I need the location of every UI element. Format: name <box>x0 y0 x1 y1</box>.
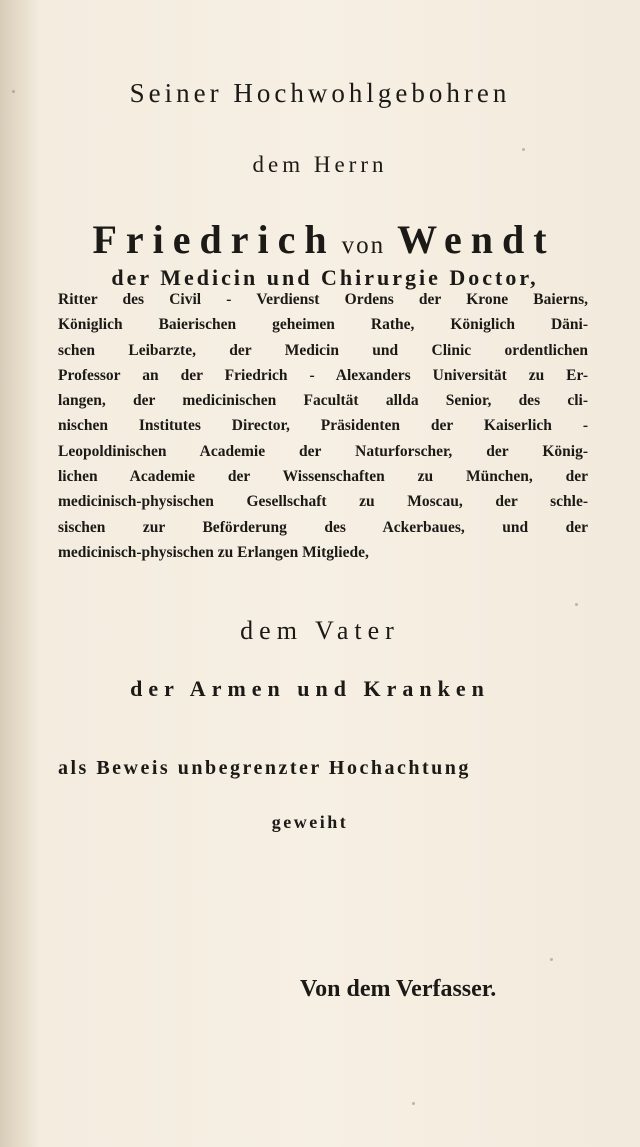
paper-speck <box>522 148 525 151</box>
titles-line: nischen Institutes Director, Präsidenten der Kaiserlich - <box>58 417 588 435</box>
herrn-line: dem Herrn <box>252 152 388 177</box>
degree-line: der Medicin und Chirurgie Doctor, <box>111 265 539 290</box>
titles-line: medicinisch-physischen zu Erlangen Mitgliede, <box>58 543 369 561</box>
titles-line: sischen zur Beförderung des Ackerbaues, und der <box>58 518 588 536</box>
paper-speck <box>412 1102 415 1105</box>
paper-speck <box>575 603 578 606</box>
author-line: Von dem Verfasser. <box>300 976 497 1002</box>
name-surname: Wendt <box>397 217 556 262</box>
titles-line: schen Leibarzte, der Medicin und Clinic ordentlichen <box>58 341 588 359</box>
dedicatee-name <box>24 216 624 263</box>
titles-line: langen, der medicinischen Facultät allda Senior, des cli- <box>58 392 588 410</box>
vater-line: dem Vater <box>240 616 400 645</box>
name-von: von <box>341 232 386 259</box>
armen-line: der Armen und Kranken <box>130 676 490 701</box>
titles-line: Leopoldinischen Academie der Naturforscher, der König- <box>58 442 588 460</box>
titles-line: Ritter des Civil - Verdienst Ordens der Krone Baierns, <box>58 291 588 308</box>
titles-line: Königlich Baierischen geheimen Rathe, Königlich Däni- <box>58 316 588 334</box>
name-given: Friedrich <box>92 217 336 262</box>
paper-speck <box>550 958 553 961</box>
salutation-line: Seiner Hochwohlgebohren <box>129 78 511 108</box>
titles-paragraph <box>58 287 588 565</box>
titles-line: Professor an der Friedrich - Alexanders Universität zu Er- <box>58 366 588 384</box>
titles-line: lichen Academie der Wissenschaften zu München, der <box>58 468 588 486</box>
paper-speck <box>12 90 15 93</box>
titles-line: medicinisch-physischen Gesellschaft zu Moscau, der schle- <box>58 493 588 511</box>
beweis-line: als Beweis unbegrenzter Hochachtung <box>58 757 471 779</box>
geweiht-line: geweiht <box>271 812 349 832</box>
